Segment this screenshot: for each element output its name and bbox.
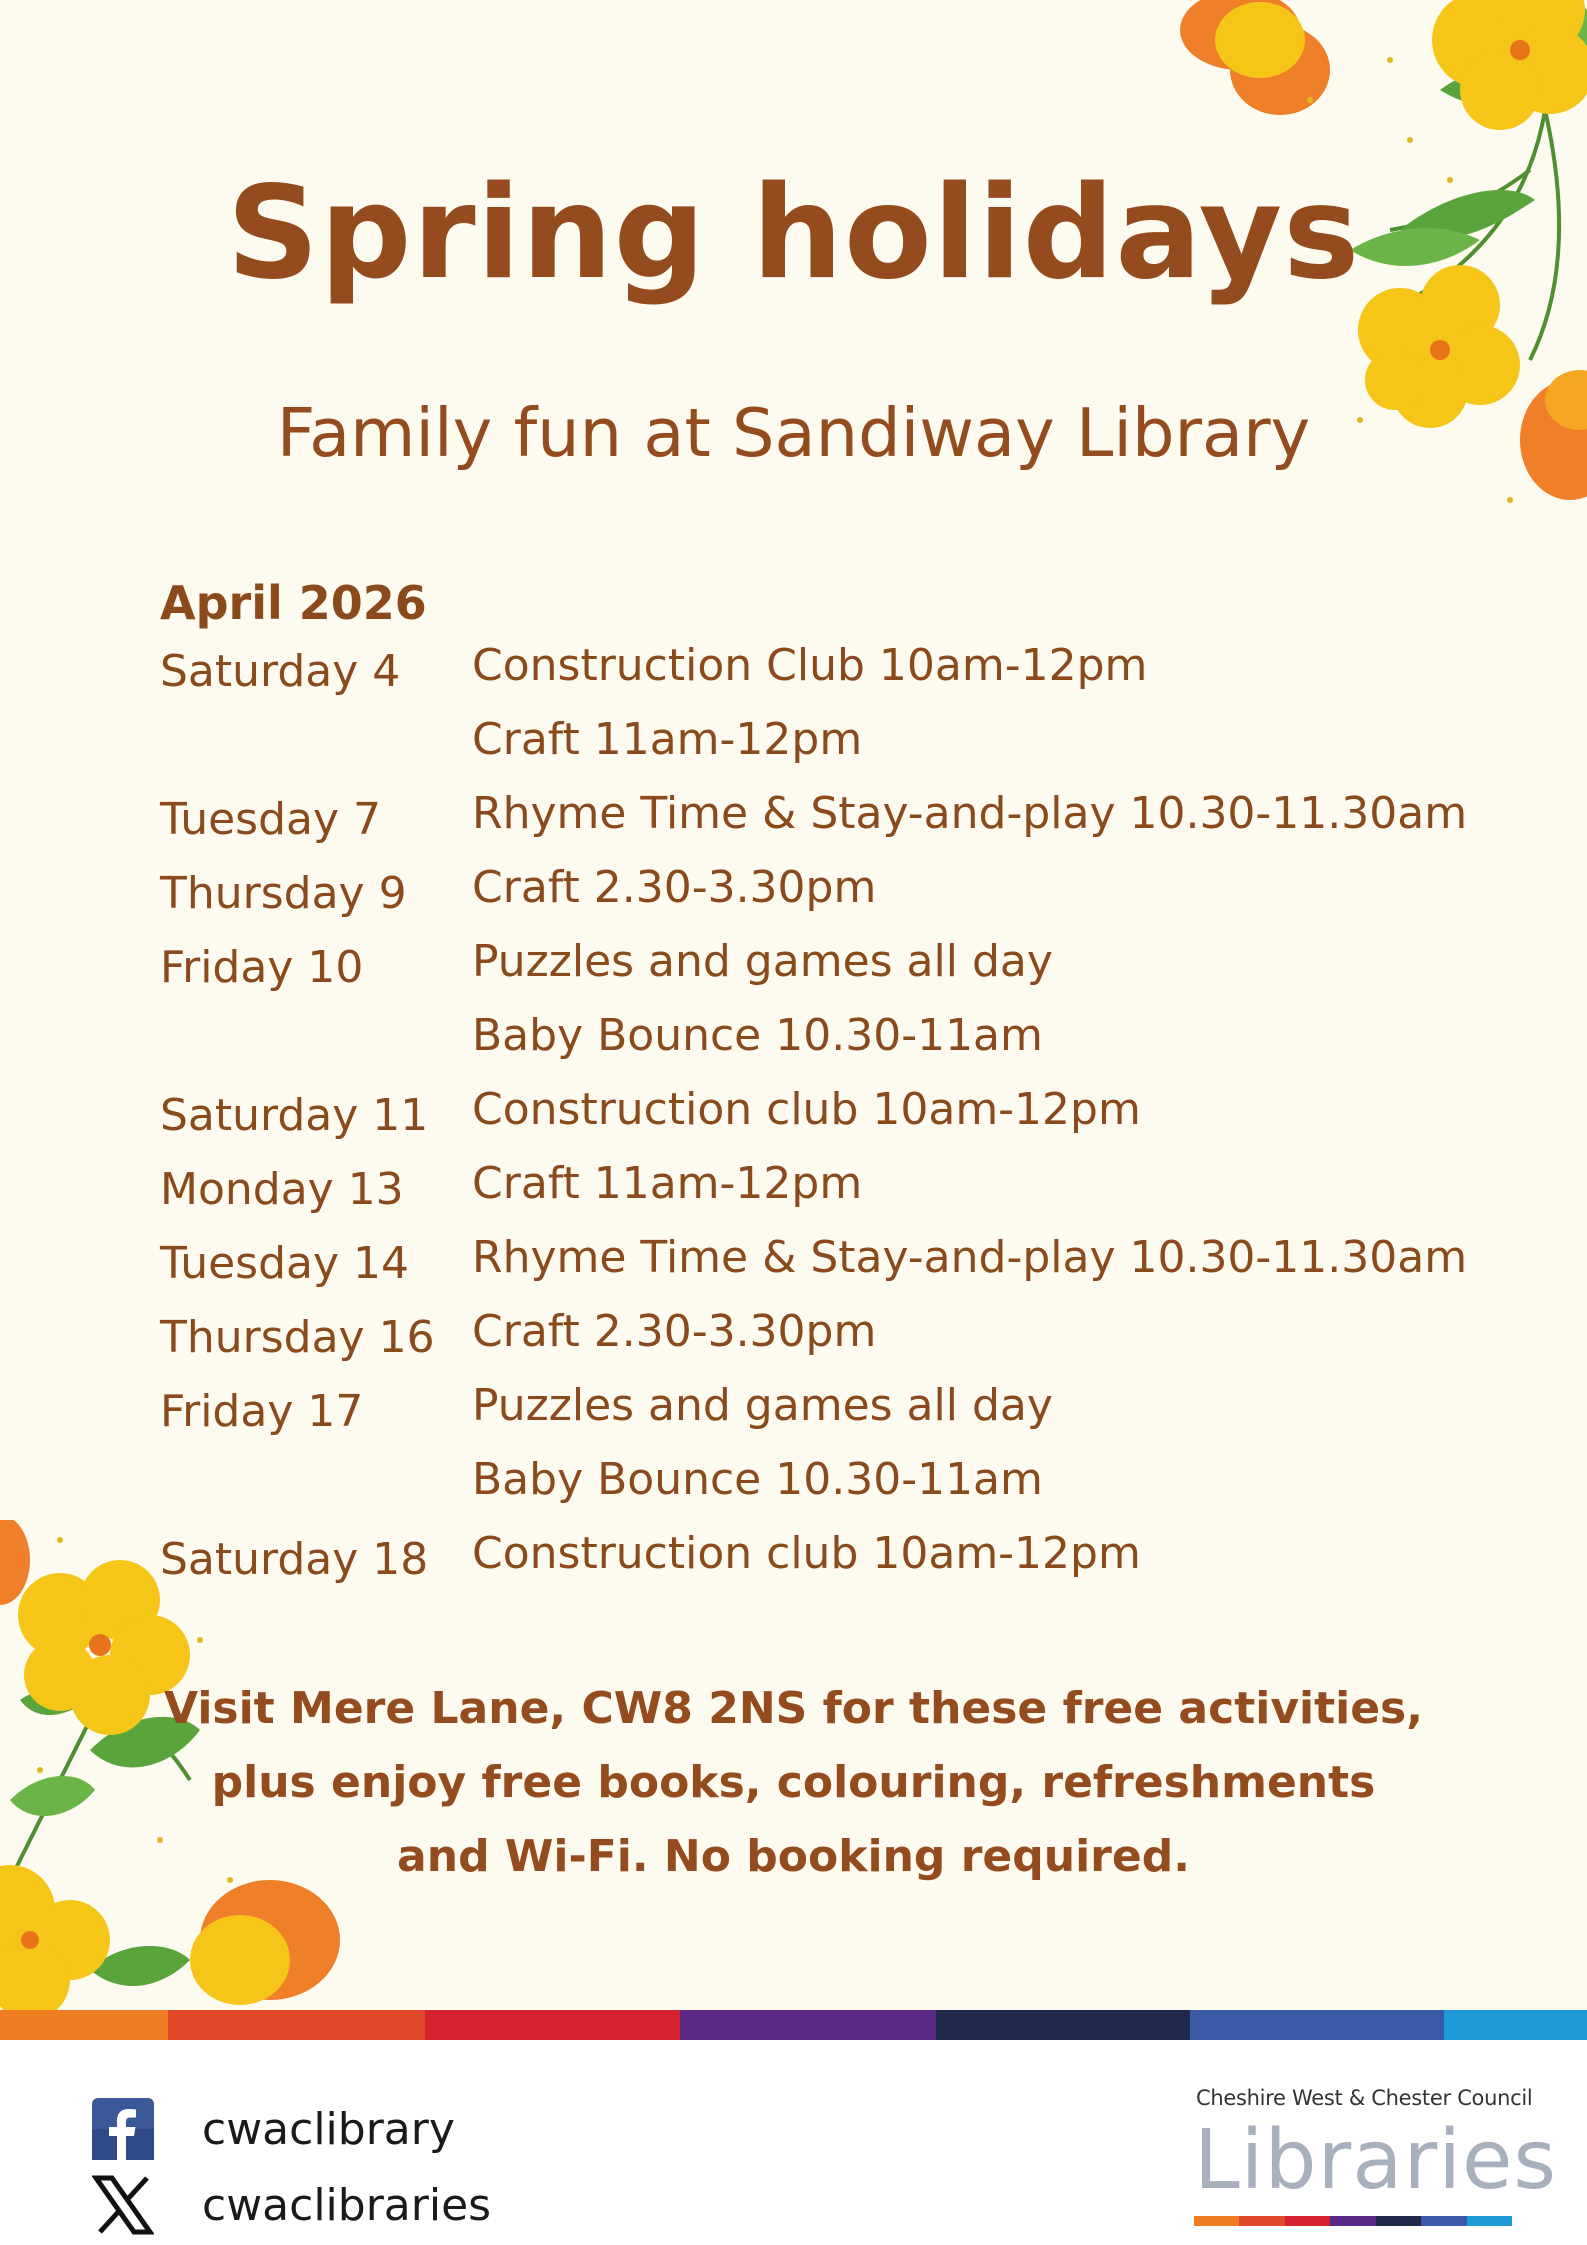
schedule-day: Thursday 9: [160, 868, 407, 919]
stripe-segment: [1444, 2010, 1587, 2040]
schedule-row: [160, 1528, 1490, 1602]
schedule-day: Friday 10: [160, 942, 364, 993]
schedule-activity: Craft 2.30-3.30pm: [472, 1306, 877, 1357]
stripe-segment: [1421, 2216, 1466, 2226]
schedule-row: [160, 1232, 1490, 1306]
stripe-segment: [680, 2010, 936, 2040]
schedule-activity: Craft 11am-12pm: [472, 1158, 863, 1209]
schedule-activity: Construction Club 10am-12pm: [472, 640, 1148, 691]
schedule-activity: Baby Bounce 10.30-11am: [472, 1010, 1043, 1061]
schedule-activity: Baby Bounce 10.30-11am: [472, 1454, 1043, 1505]
visit-line: Visit Mere Lane, CW8 2NS for these free activities,: [164, 1683, 1423, 1734]
x-icon: [92, 2174, 154, 2236]
stripe-segment: [936, 2010, 1190, 2040]
schedule-day: Thursday 16: [160, 1312, 435, 1363]
visit-line: plus enjoy free books, colouring, refreshments: [211, 1757, 1376, 1808]
stripe-segment: [1376, 2216, 1421, 2226]
stripe-segment: [1239, 2216, 1284, 2226]
schedule-row: [160, 788, 1490, 862]
schedule-day: Saturday 4: [160, 646, 401, 697]
stripe-segment: [168, 2010, 425, 2040]
stripe-segment: [1194, 2216, 1239, 2226]
schedule-row: [160, 1454, 1490, 1528]
schedule-day: Saturday 11: [160, 1090, 429, 1141]
schedule-day: Tuesday 14: [160, 1238, 409, 1289]
stripe-segment: [1190, 2010, 1444, 2040]
facebook-handle: cwaclibrary: [202, 2103, 455, 2155]
schedule-activity: Craft 11am-12pm: [472, 714, 863, 765]
schedule-row: [160, 936, 1490, 1010]
schedule-day: Saturday 18: [160, 1534, 429, 1585]
schedule-activity: Puzzles and games all day: [472, 1380, 1053, 1431]
schedule-row: [160, 1084, 1490, 1158]
schedule-day: Monday 13: [160, 1164, 404, 1215]
page-subtitle: Family fun at Sandiway Library: [276, 394, 1311, 472]
x-link[interactable]: [92, 2174, 491, 2236]
schedule-row: [160, 1158, 1490, 1232]
schedule-row: [160, 1010, 1490, 1084]
facebook-link[interactable]: [92, 2098, 455, 2160]
footer: [0, 2040, 1587, 2245]
schedule-row: [160, 1306, 1490, 1380]
schedule-row: [160, 640, 1490, 714]
council-name: Cheshire West & Chester Council: [1196, 2086, 1533, 2110]
color-stripe: [0, 2010, 1587, 2040]
schedule-activity: Construction club 10am-12pm: [472, 1528, 1141, 1579]
stripe-segment: [1330, 2216, 1375, 2226]
schedule-list: [160, 640, 1490, 1602]
visit-info: [0, 1672, 1587, 1894]
page-title: Spring holidays: [226, 159, 1361, 308]
schedule-activity: Craft 2.30-3.30pm: [472, 862, 877, 913]
stripe-segment: [1467, 2216, 1512, 2226]
schedule-row: [160, 714, 1490, 788]
schedule-day: Tuesday 7: [160, 794, 381, 845]
schedule-activity: Construction club 10am-12pm: [472, 1084, 1141, 1135]
schedule-day: Friday 17: [160, 1386, 364, 1437]
visit-line: and Wi-Fi. No booking required.: [397, 1831, 1190, 1882]
schedule-activity: Puzzles and games all day: [472, 936, 1053, 987]
schedule-row: [160, 1380, 1490, 1454]
month-heading: April 2026: [160, 576, 427, 630]
schedule-activity: Rhyme Time & Stay-and-play 10.30-11.30am: [472, 788, 1468, 839]
schedule-row: [160, 862, 1490, 936]
logo-stripe: [1194, 2216, 1512, 2226]
libraries-logo: Libraries: [1194, 2113, 1558, 2208]
stripe-segment: [425, 2010, 680, 2040]
x-handle: cwaclibraries: [202, 2179, 492, 2231]
schedule-activity: Rhyme Time & Stay-and-play 10.30-11.30am: [472, 1232, 1468, 1283]
stripe-segment: [0, 2010, 168, 2040]
stripe-segment: [1285, 2216, 1330, 2226]
facebook-icon: [92, 2098, 154, 2160]
